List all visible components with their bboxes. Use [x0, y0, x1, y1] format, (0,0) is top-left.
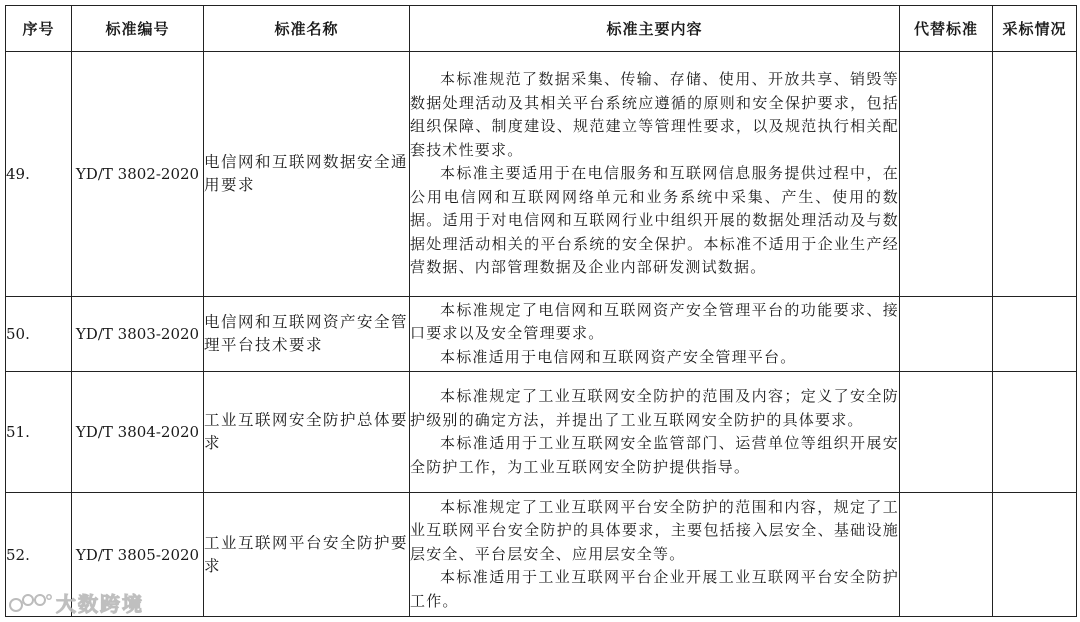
row-name: 电信网和互联网资产安全管理平台技术要求	[204, 297, 410, 372]
row-content	[410, 52, 900, 297]
header-code: 标准编号	[72, 6, 204, 52]
row-code: YD/T 3805-2020	[72, 493, 204, 617]
row-replaces	[900, 372, 993, 493]
content-paragraph: 本标准规范了数据采集、传输、存储、使用、开放共享、销毁等数据处理活动及其相关平台系统应遵循的原则和安全保护要求，包括组织保障、制度建设、规范建立等管理性要求，以及规范执行相关配套技术性要求。	[410, 70, 899, 159]
content-paragraph: 本标准适用于电信网和互联网资产安全管理平台。	[440, 347, 797, 366]
standards-table	[5, 5, 1077, 617]
header-adoption: 采标情况	[993, 6, 1077, 52]
content-paragraph: 本标准适用于工业互联网平台企业开展工业互联网平台安全防护工作。	[410, 568, 899, 610]
watermark	[8, 588, 144, 617]
content-paragraph: 本标准规定了电信网和互联网资产安全管理平台的功能要求、接口要求以及安全管理要求。	[410, 300, 899, 343]
row-replaces	[900, 493, 993, 617]
header-content: 标准主要内容	[410, 6, 900, 52]
row-no: 52.	[6, 493, 72, 617]
brand-logo-icon	[8, 592, 52, 614]
row-adoption	[993, 52, 1077, 297]
row-name: 电信网和互联网数据安全通用要求	[204, 52, 410, 297]
table-row	[6, 52, 1077, 297]
header-row	[6, 6, 1077, 52]
watermark-text: 大数跨境	[56, 592, 144, 616]
row-name: 工业互联网安全防护总体要求	[204, 372, 410, 493]
row-adoption	[993, 297, 1077, 372]
row-content	[410, 297, 900, 372]
row-no: 51.	[6, 372, 72, 493]
row-adoption	[993, 372, 1077, 493]
row-content	[410, 372, 900, 493]
content-paragraph: 本标准规定了工业互联网安全防护的范围及内容；定义了安全防护级别的确定方法，并提出了工业互联网安全防护的具体要求。	[410, 387, 899, 429]
row-adoption	[993, 493, 1077, 617]
header-no: 序号	[6, 6, 72, 52]
row-code: YD/T 3804-2020	[72, 372, 204, 493]
row-content	[410, 493, 900, 617]
row-replaces	[900, 297, 993, 372]
header-replaces: 代替标准	[900, 6, 993, 52]
row-code: YD/T 3803-2020	[72, 297, 204, 372]
row-no: 49.	[6, 52, 72, 297]
table-row	[6, 493, 1077, 617]
row-no: 50.	[6, 297, 72, 372]
content-paragraph: 本标准规定了工业互联网平台安全防护的范围和内容，规定了工业互联网平台安全防护的具体要求，主要包括接入层安全、基础设施层安全、平台层安全、应用层安全等。	[410, 497, 899, 563]
header-name: 标准名称	[204, 6, 410, 52]
table-row	[6, 297, 1077, 372]
row-replaces	[900, 52, 993, 297]
content-paragraph: 本标准主要适用于在电信服务和互联网信息服务提供过程中，在公用电信网和互联网网络单元和业务系统中采集、产生、使用的数据。适用于对电信网和互联网行业中组织开展的数据处理活动及与数据处理活动相关的平台系统的安全保护。本标准不适用于企业生产经营数据、内部管理数据及企业内部研发测试数据。	[410, 164, 899, 277]
content-paragraph: 本标准适用于工业互联网安全监管部门、运营单位等组织开展安全防护工作，为工业互联网安全防护提供指导。	[410, 434, 899, 476]
table-row	[6, 372, 1077, 493]
row-code: YD/T 3802-2020	[72, 52, 204, 297]
row-name: 工业互联网平台安全防护要求	[204, 493, 410, 617]
